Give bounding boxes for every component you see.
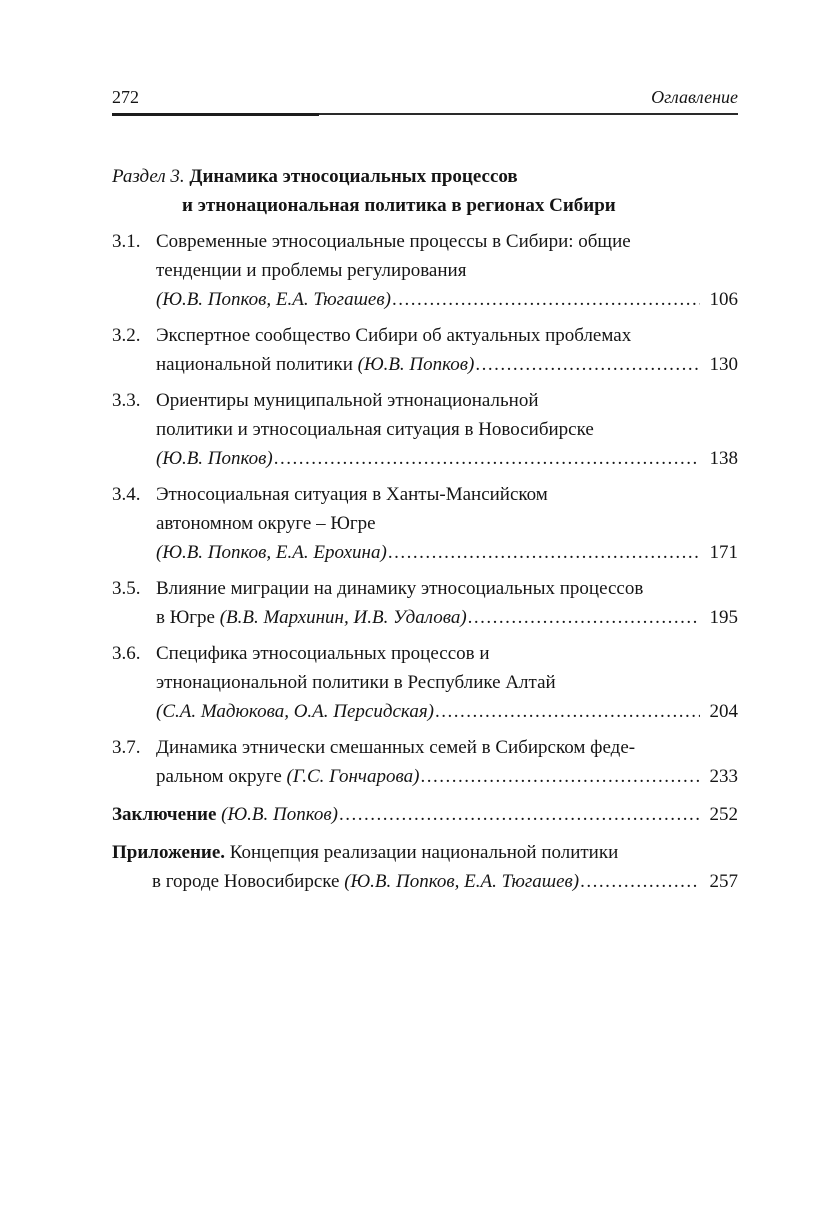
- appendix-entry: [112, 838, 738, 896]
- entry-authors: (Ю.В. Попков, Е.А. Тюгашев): [344, 871, 580, 892]
- toc-entry: [112, 386, 738, 473]
- entry-page-ref: 138: [709, 448, 738, 469]
- entry-number: 3.6.: [112, 643, 141, 664]
- dot-leader: [339, 800, 700, 829]
- entry-title-text: Современные этносоциальные процессы в Сибири: общие: [156, 231, 631, 252]
- dot-leader: [420, 762, 700, 791]
- entry-last-line: [156, 350, 738, 379]
- header-rule-thin-segment: [319, 113, 738, 115]
- entry-number: 3.4.: [112, 484, 141, 505]
- dot-leader: [475, 350, 700, 379]
- table-of-contents: [112, 227, 738, 896]
- entry-title-text: Этносоциальная ситуация в Ханты-Мансийском: [156, 484, 548, 505]
- entry-title-line: [156, 321, 738, 350]
- entry-title-text: ральном округе: [156, 766, 287, 787]
- running-header: [112, 86, 738, 108]
- entry-authors: (Ю.В. Попков, Е.А. Тюгашев): [156, 289, 391, 310]
- entry-page-ref: 233: [709, 766, 738, 787]
- entry-title-text: Ориентиры муниципальной этнонациональной: [156, 390, 539, 411]
- section-title-part2: и этнонациональная политика в регионах Сибири: [182, 195, 616, 216]
- entry-authors: (В.В. Мархинин, И.В. Удалова): [219, 607, 467, 628]
- dot-leader: [435, 697, 700, 726]
- entry-title-text: Концепция реализации национальной политики: [225, 842, 619, 863]
- entry-title-line: [156, 509, 738, 538]
- section-title-part1: Динамика этносоциальных процессов: [184, 166, 518, 187]
- entry-authors: (Ю.В. Попков): [357, 354, 475, 375]
- entry-title-line: [156, 574, 738, 603]
- page-content: [112, 0, 738, 896]
- entry-title-text: Специфика этносоциальных процессов и: [156, 643, 490, 664]
- entry-authors: (Ю.В. Попков): [216, 804, 338, 825]
- entry-last-line: [112, 800, 738, 829]
- entry-number: 3.1.: [112, 231, 141, 252]
- entry-last-line: [156, 444, 738, 473]
- entry-title-line: [156, 668, 738, 697]
- toc-entry: [112, 321, 738, 379]
- entry-title-line: [156, 639, 738, 668]
- entry-title-text: тенденции и проблемы регулирования: [156, 260, 467, 281]
- entry-authors: (Ю.В. Попков, Е.А. Ерохина): [156, 542, 387, 563]
- entry-authors: (Г.С. Гончарова): [286, 766, 420, 787]
- entry-page-ref: 204: [709, 701, 738, 722]
- entry-title-text: Влияние миграции на динамику этносоциальных процессов: [156, 578, 644, 599]
- toc-entry: [112, 480, 738, 567]
- conclusion-label: Заключение: [112, 804, 217, 825]
- toc-entry: [112, 733, 738, 791]
- section-heading: [112, 162, 738, 220]
- entry-authors: (С.А. Мадюкова, О.А. Персидская): [156, 701, 434, 722]
- entry-page-ref: 252: [709, 804, 738, 825]
- entry-last-line: [156, 697, 738, 726]
- entry-authors: (Ю.В. Попков): [156, 448, 273, 469]
- entry-page-ref: 195: [709, 607, 738, 628]
- entry-page-ref: 257: [709, 871, 738, 892]
- entry-title-text: Экспертное сообщество Сибири об актуальных проблемах: [156, 325, 632, 346]
- entry-title-line: [156, 227, 738, 256]
- entry-last-line: [156, 603, 738, 632]
- entry-number: 3.3.: [112, 390, 141, 411]
- entry-title-text: национальной политики: [156, 354, 358, 375]
- entry-title-line: [156, 256, 738, 285]
- running-header-title: Оглавление: [651, 87, 738, 107]
- entry-page-ref: 171: [709, 542, 738, 563]
- entry-number: 3.2.: [112, 325, 141, 346]
- entry-title-line: [156, 480, 738, 509]
- entry-title-line: [112, 838, 738, 867]
- appendix-label: Приложение.: [112, 842, 226, 863]
- toc-entry: [112, 574, 738, 632]
- conclusion-entry: [112, 800, 738, 829]
- dot-leader: [388, 538, 700, 567]
- folio-page-number: 272: [112, 87, 139, 107]
- entry-last-line: [112, 867, 738, 896]
- entry-page-ref: 130: [709, 354, 738, 375]
- entry-title-text: этнонациональной политики в Республике Алтай: [156, 672, 556, 693]
- entry-title-text: Динамика этнически смешанных семей в Сибирском феде-: [156, 737, 636, 758]
- entry-last-line: [156, 285, 738, 314]
- entry-number: 3.5.: [112, 578, 141, 599]
- section-heading-line2: [112, 191, 738, 220]
- entry-page-ref: 106: [709, 289, 738, 310]
- section-heading-line1: [112, 162, 738, 191]
- entry-last-line: [156, 762, 738, 791]
- dot-leader: [580, 867, 700, 896]
- dot-leader: [392, 285, 700, 314]
- dot-leader: [468, 603, 700, 632]
- entry-title-line: [156, 386, 738, 415]
- entry-title-line: [156, 733, 738, 762]
- header-rule-thick-segment: [112, 113, 319, 116]
- entry-title-text: автономном округе – Югре: [156, 513, 376, 534]
- entry-title-text: в Югре: [156, 607, 220, 628]
- section-label: Раздел 3.: [112, 166, 185, 187]
- toc-entry: [112, 227, 738, 314]
- entry-number: 3.7.: [112, 737, 141, 758]
- entry-title-text: в городе Новосибирске: [152, 871, 345, 892]
- entry-title-line: [156, 415, 738, 444]
- dot-leader: [274, 444, 700, 473]
- entry-last-line: [156, 538, 738, 567]
- header-rule: [112, 113, 738, 117]
- toc-entry: [112, 639, 738, 726]
- entry-title-text: политики и этносоциальная ситуация в Новосибирске: [156, 419, 594, 440]
